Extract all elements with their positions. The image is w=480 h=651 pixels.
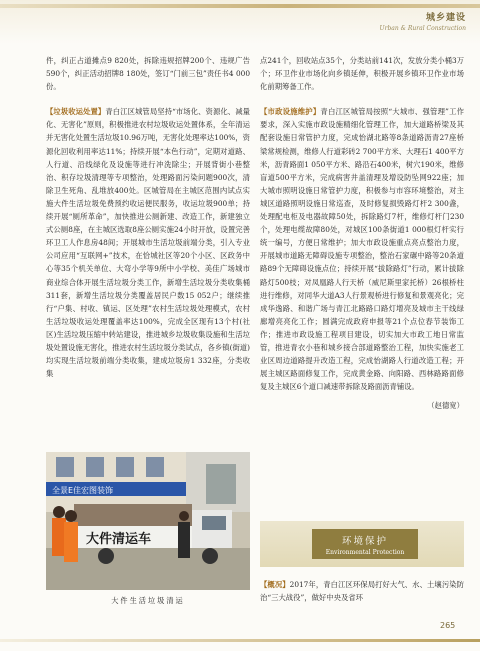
photo-caption: 大件生活垃圾清运 <box>111 596 185 605</box>
section-title <box>380 10 466 32</box>
left-column <box>46 54 250 380</box>
garbage-lead: 【垃圾收运处置】 <box>46 107 106 117</box>
author-credit: （赵德宽） <box>427 401 464 411</box>
garbage-body: 青白江区城管局坚持“市场化、资源化、减量化、无害化”原则，积极推进农村垃圾收运处置体系，全年清运并无害化处置生活垃圾10.96万吨，无害化处理率达100%，资源化回收利用率达11%；持续开展“本色行动”，定期对道路、人行道、沿线绿化及设施等进行冲洗除尘；开展背街小巷整治、积存垃圾清理等专项整治，处理路面污染问题900次，清除卫生死角、乱堆放400处。区城管局在主城区范围内试点实施大件生活垃圾免费预约收运便民服务，收运垃圾900单；持续开展“厕所革命”，加快推进公厕新建、改造工作，新建独立式公厕8座，在主城区选取8座公厕实施24小时开放，设置完善环卫工人作息房48间；开展城市生活垃圾前端分类，引入专业公司应用“互联网+”技术，在恰城社区等20个小区、区政务中心等35个机关单位、大弯小学等9所中小学校、美佳广场城市商业综合体开展生活垃圾分类工作，新增生活垃圾分类收集桶311套，新增生活垃圾分类覆盖居民户数15 052户；继续推行“户集、村收、镇运、区处理”农村生活垃圾处理模式，农村生活垃圾收运处理覆盖率达100%，完成全区现有13个村(社区)生活垃圾压缩中转站建设，推进城乡垃圾收集设施和生活垃圾处置设施无害化，推进农村生活垃圾分类试点，各乡镇(街道)均实现生活垃圾前端分类收集，建成垃圾房1 332座，分类收集 <box>46 107 251 379</box>
environment-section-banner <box>260 521 464 567</box>
environment-title-block <box>312 529 418 559</box>
left-intro-paragraph: 件，纠正占道摊点9 820处，拆除违规招牌200个、违规广告590个，纠正活动招牌8 180处，签订“门前三包”责任书4 000份。 <box>46 56 250 92</box>
facility-body: 青白江区城管局按照“大城市、强管理”工作要求，深入实施市政设施精细化管理工作，加大道路桥梁及其配套设施日常管护力度，完成怡湖北路等8条道路沥青27座桥梁常规检测，维修人行道彩砖2 700平方米、大理石1 400平方米，沥青路面1 050平方米、路沿石400米，树穴190米，维修盲道500平方米，完成病害井盖清理及增设防坠网922座；加大城市照明设施日常管护力度，积极参与市容环境整治，对主城区道路照明设施日常巡查，及时修复损毁路灯杆2 300盏，处理配电柜及电器故障50处，拆除路灯7杆，维修灯杆门230个，处理电缆故障80处，对城区100条街道1 000根灯杆实行统一编号，方便日常维护；加大市政设施重点亮点整治力度，开展城市道路无障碍设施专项整治，整治石家碾中路等20条道路89个无障碍设施点位；持续开展“拔除路灯”行动，累计拔除路灯500枝；对凤凰路人行天桥（威尼斯里家托桥）26根桥柱进行维修，对同华大道A3人行景观桥进行修复和景观亮化；完成华逸路、和谐广场与青江北路路口路灯增亮及城市主干线绿廊增亮亮化工作；圆满完成政府申报等21个点位春节装饰工作；推进市政设施工程项目建设，切实加大市政工地日常监管，推进青衣小巷和城乡接合部道路整治工程，加快实施老工业区周边道路提升改造工程，完成怡湖路人行道改造工程；开展主城区路面修复工作，完成黄金路、向阳路、西林路路面修复及主城区6个道口减速带拆除及路面沥青铺设。 <box>260 107 464 392</box>
page-header <box>0 0 480 44</box>
header-stripe <box>0 4 480 8</box>
right-column <box>260 54 464 412</box>
environment-title-zh: 环境保护 <box>341 536 388 547</box>
facility-lead: 【市政设施维护】 <box>260 107 321 117</box>
environment-overview <box>260 578 464 604</box>
overview-paragraph <box>260 578 464 604</box>
truck-photo <box>46 452 250 590</box>
overview-body: 2017年，青白江区环保局打好大气、水、土壤污染防治“三大战役”，做好中央及省环 <box>260 580 464 603</box>
truck-photo-illustration <box>46 452 250 590</box>
page-number: 265 <box>440 621 456 630</box>
section-title-en: Urban & Rural Construction <box>379 25 466 32</box>
right-intro-paragraph: 点241个，回收站点35个，分类站前141次，发放分类小桶3万个；环卫作业市场化向乡镇延伸，积极开展乡镇环卫作业市场化前期筹备工作。 <box>260 56 464 92</box>
section-title-zh: 城乡建设 <box>425 13 466 23</box>
garbage-paragraph <box>46 105 250 380</box>
truck-signboard: 大件清运车 <box>86 532 152 547</box>
facility-paragraph <box>260 105 464 393</box>
shop-sign: 全景E佳宏图装饰 <box>52 486 114 495</box>
footer-line <box>0 639 480 642</box>
environment-title-en: Environmental Protection <box>325 549 405 556</box>
overview-lead: 【概况】 <box>260 580 290 589</box>
